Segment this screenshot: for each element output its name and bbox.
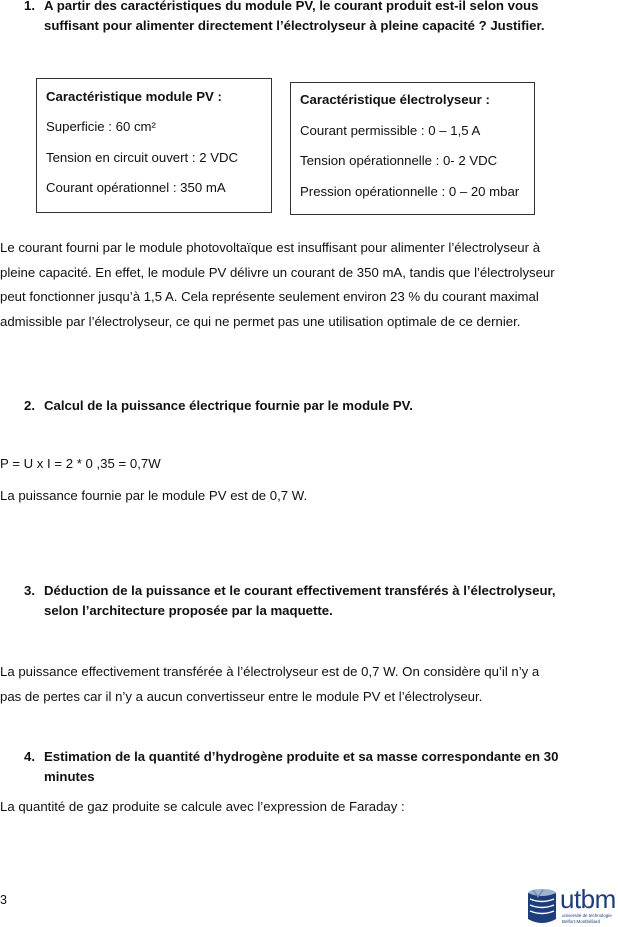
answer-1-line: Le courant fourni par le module photovoltaïque est insuffisant pour alimenter l’électrolyseur à bbox=[0, 240, 541, 255]
question-2-number: 2. bbox=[24, 398, 35, 413]
electrolyser-box-item: Tension opérationnelle : 0- 2 VDC bbox=[300, 153, 498, 168]
answer-4-text: La quantité de gaz produite se calcule avec l’expression de Faraday : bbox=[0, 799, 405, 814]
electrolyser-box-item: Courant permissible : 0 – 1,5 A bbox=[300, 123, 481, 138]
utbm-logo bbox=[525, 884, 617, 927]
answer-1-line: peut fonctionner jusqu’à 1,5 A. Cela représente seulement environ 23 % du courant maximal bbox=[0, 289, 539, 304]
answer-3-line: pas de pertes car il n’y a aucun convertisseur entre le module PV et l’électrolyseur. bbox=[0, 688, 483, 704]
question-1-number: 1. bbox=[24, 0, 35, 13]
pv-box-item: Superficie : 60 cm² bbox=[46, 119, 156, 134]
question-1-line-2: suffisant pour alimenter directement l’électrolyseur à pleine capacité ? Justifier. bbox=[44, 18, 545, 33]
electrolyser-box-item: Pression opérationnelle : 0 – 20 mbar bbox=[300, 184, 520, 199]
pv-characteristics-box bbox=[36, 78, 272, 213]
question-2-line-1: Calcul de la puissance électrique fournie par le module PV. bbox=[44, 398, 413, 413]
question-1-line-1: A partir des caractéristiques du module PV, le courant produit est-il selon vous bbox=[44, 0, 539, 13]
utbm-logo-icon bbox=[525, 887, 559, 927]
pv-box-item: Courant opérationnel : 350 mA bbox=[46, 180, 226, 195]
question-3 bbox=[24, 580, 614, 624]
utbm-logo-subtitle bbox=[562, 913, 612, 924]
answer-1-line: pleine capacité. En effet, le module PV délivre un courant de 350 mA, tandis que l’électrolyseur bbox=[0, 264, 555, 280]
power-formula: P = U x I = 2 * 0 ,35 = 0,7W bbox=[0, 456, 161, 471]
question-4-line-1: Estimation de la quantité d’hydrogène produite et sa masse correspondante en 30 bbox=[44, 749, 559, 764]
answer-3-paragraph bbox=[0, 660, 618, 709]
answer-2-text: La puissance fournie par le module PV est de 0,7 W. bbox=[0, 488, 308, 503]
pv-box-item: Tension en circuit ouvert : 2 VDC bbox=[46, 150, 239, 165]
page-number: 3 bbox=[0, 893, 7, 907]
utbm-logo-word: utbm bbox=[560, 884, 616, 914]
question-4-line-2: minutes bbox=[44, 769, 95, 784]
question-4 bbox=[24, 746, 614, 790]
answer-3-line: La puissance effectivement transférée à l’électrolyseur est de 0,7 W. On considère qu’il n’y a bbox=[0, 664, 540, 679]
answer-1-line: admissible par l’électrolyseur, ce qui ne permet pas une utilisation optimale de ce dernier. bbox=[0, 313, 521, 329]
question-2 bbox=[24, 395, 614, 417]
electrolyser-characteristics-box bbox=[290, 82, 535, 215]
question-4-number: 4. bbox=[24, 749, 35, 764]
question-3-number: 3. bbox=[24, 583, 35, 598]
question-3-line-2: selon l’architecture proposée par la maquette. bbox=[44, 603, 333, 618]
question-1 bbox=[24, 0, 614, 39]
question-3-line-1: Déduction de la puissance et le courant effectivement transférés à l’électrolyseur, bbox=[44, 583, 556, 598]
answer-1-paragraph bbox=[0, 236, 618, 334]
utbm-logo-subtitle-line: Belfort-Montbéliard bbox=[562, 918, 601, 924]
pv-box-title: Caractéristique module PV : bbox=[46, 89, 222, 104]
utbm-logo-subtitle-line: université de technologie bbox=[562, 913, 612, 918]
electrolyser-box-title: Caractéristique électrolyseur : bbox=[300, 92, 490, 107]
